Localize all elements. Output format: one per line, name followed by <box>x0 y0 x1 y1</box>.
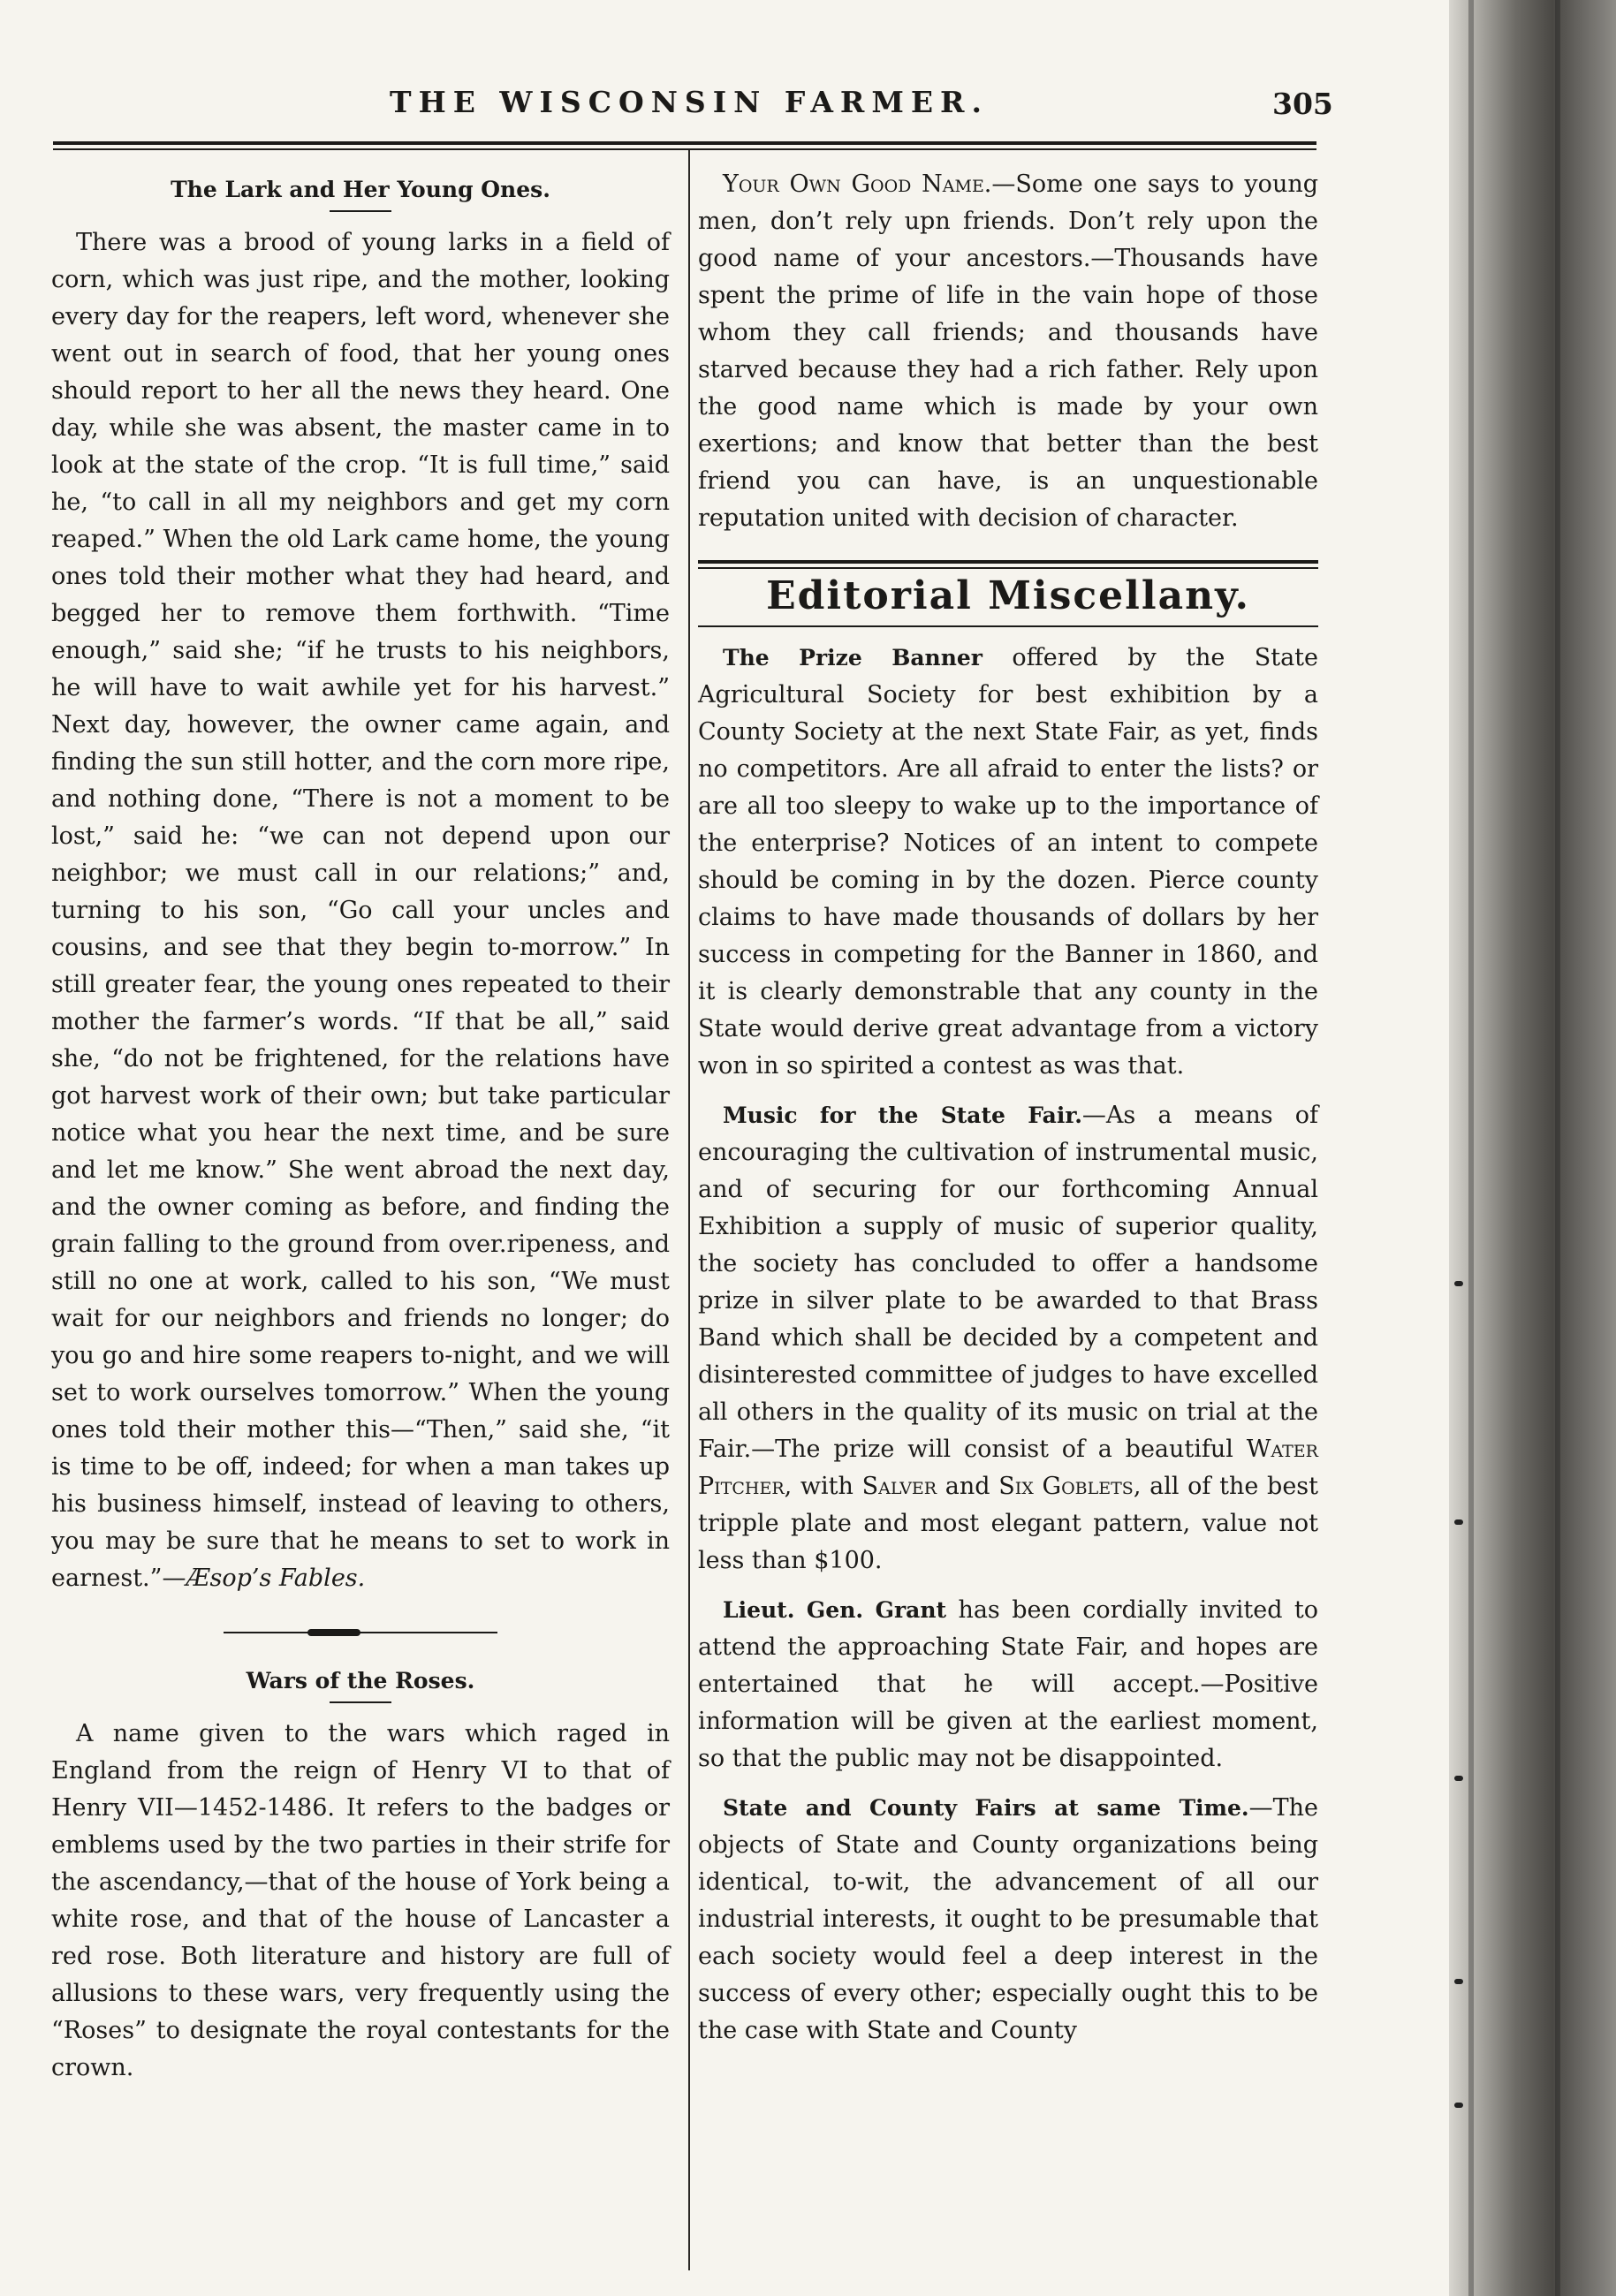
good-name-lead: Your Own Good Name. <box>723 170 992 198</box>
article-prize-banner: The Prize Banner offered by the State Agricultural Society for best exhibition by a County Society at the next State Fair, as yet, finds no competitors. Are all afraid to enter the lists? or are all too sleepy to wake up to the importance of the enterprise? Notices of an intent to compete should be coming in by the dozen. Pierce county claims to have made thousands of dollars by her success in competing for the Banner in 1860, and it is clearly demonstrable that any county in the State would derive great advantage from a victory won in so spirited a contest as was that. <box>698 644 1318 1080</box>
banner-lead: The Prize Banner <box>723 645 982 671</box>
article-body-roses: A name given to the wars which raged in England from the reign of Henry VI to that of Henry VII—1452-1486. It refers to the badges or emblems used by the two parties in their strife for the ascendancy,—that of the house of York being a white rose, and that of the house of Lancaster a red rose. Both literature and history are full of allusions to these wars, very frequently using the “Roses” to designate the royal contestants for the crown. <box>51 1720 670 2081</box>
masthead-title: THE WISCONSIN FARMER. <box>390 85 989 119</box>
lark-source: Æsop’s Fables. <box>186 1565 366 1592</box>
ornamental-divider <box>224 1629 497 1636</box>
left-column <box>51 166 670 2087</box>
title-rule <box>330 1701 391 1703</box>
article-music: Music for the State Fair.—As a means of encouraging the cultivation of instrumental music, and of securing for our forthcoming Annual Exhibition a supply of music of superior quality, the society has concluded to offer a handsome prize in silver plate to be awarded to that Brass Band which shall be decided by a competent and disinterested committee of judges to have excelled all others in the quality of its music on trial at the Fair.—The prize will consist of a beautiful Water Pitcher, with Salver and Six Goblets, all of the best tripple plate and most elegant pattern, value not less than $100. <box>698 1102 1319 1574</box>
music-lead: Music for the State Fair. <box>723 1103 1082 1128</box>
article-body-lark: There was a brood of young larks in a field of corn, which was just ripe, and the mother, looking every day for the reapers, left word, whenever she went out in search of food, that her young ones should report to her all the news they heard. One day, while she was absent, the master came in to look at the state of the crop. “It is full time,” said he, “to call in all my neighbors and get my corn reaped.” When the old Lark came home, the young ones told their mother what they had heard, and begged her to remove them forthwith. “Time enough,” said she; “if he trusts to his neighbors, he will have to wait awhile yet for his harvest.” Next day, however, the owner came again, and finding the sun still hotter, and the corn more ripe, and nothing done, “There is not a moment to be lost,” said he: “we can not depend upon our neighbor; we must call in our relations;” and, turning to his son, “Go call your uncles and cousins, and see that they begin to-morrow.” In still greater fear, the young ones repeated to their mother the farmer’s words. “If that be all,” said she, “do not be frightened, for the relations have got harvest work of their own; but take particular notice what you hear the next time, and be sure and let me know.” She went abroad the next day, and the owner coming as before, and finding the grain falling to the ground from over.ripeness, and still no one at work, called to his son, “We must wait for our neighbors and friends no longer; do you go and hire some reapers to-night, and we will set to work ourselves tomorrow.” When the young ones told their mother this—“Then,” said she, “it is time to be off, indeed; for when a man takes up his business himself, instead of leaving to others, you may be sure that he means to set to work in earnest.”—Æsop’s Fables. <box>51 229 670 1592</box>
book-binding-edge <box>1449 0 1616 2296</box>
title-rule <box>330 210 391 212</box>
section-heading: Editorial Miscellany. <box>766 573 1250 618</box>
fairs-lead: State and County Fairs at same Time. <box>723 1795 1249 1821</box>
section-rule <box>698 560 1318 569</box>
running-header <box>53 85 1325 129</box>
article-fairs: State and County Fairs at same Time.—The objects of State and County organizations being identical, to-wit, the advancement of all our industrial interests, it ought to be presumable that each society would feel a deep interest in the success of every other; especially ought this to be the case with State and County <box>698 1794 1318 2044</box>
article-grant: Lieut. Gen. Grant has been cordially invited to attend the approaching State Fair, and hopes are entertained that he will accept.—Positive information will be given at the earliest moment, so that the public may not be disappointed. <box>698 1596 1318 1772</box>
article-good-name: Your Own Good Name.—Some one says to young men, don’t rely upn friends. Don’t rely upon the good name of your ancestors.—Thousands have spent the prime of life in the vain hope of those whom they call friends; and thousands have starved because they had a rich father. Rely upon the good name which is made by your own exertions; and know that better than the best friend you can have, is an unquestionable reputation united with decision of character. <box>698 170 1319 532</box>
article-title-lark: The Lark and Her Young Ones. <box>171 177 550 202</box>
article-title-roses: Wars of the Roses. <box>246 1668 475 1694</box>
grant-lead: Lieut. Gen. Grant <box>723 1597 947 1623</box>
header-rule <box>53 141 1316 150</box>
page-number: 305 <box>1272 87 1333 121</box>
section-rule-thin <box>698 625 1318 627</box>
right-column <box>698 166 1318 2050</box>
column-divider <box>688 150 690 2270</box>
